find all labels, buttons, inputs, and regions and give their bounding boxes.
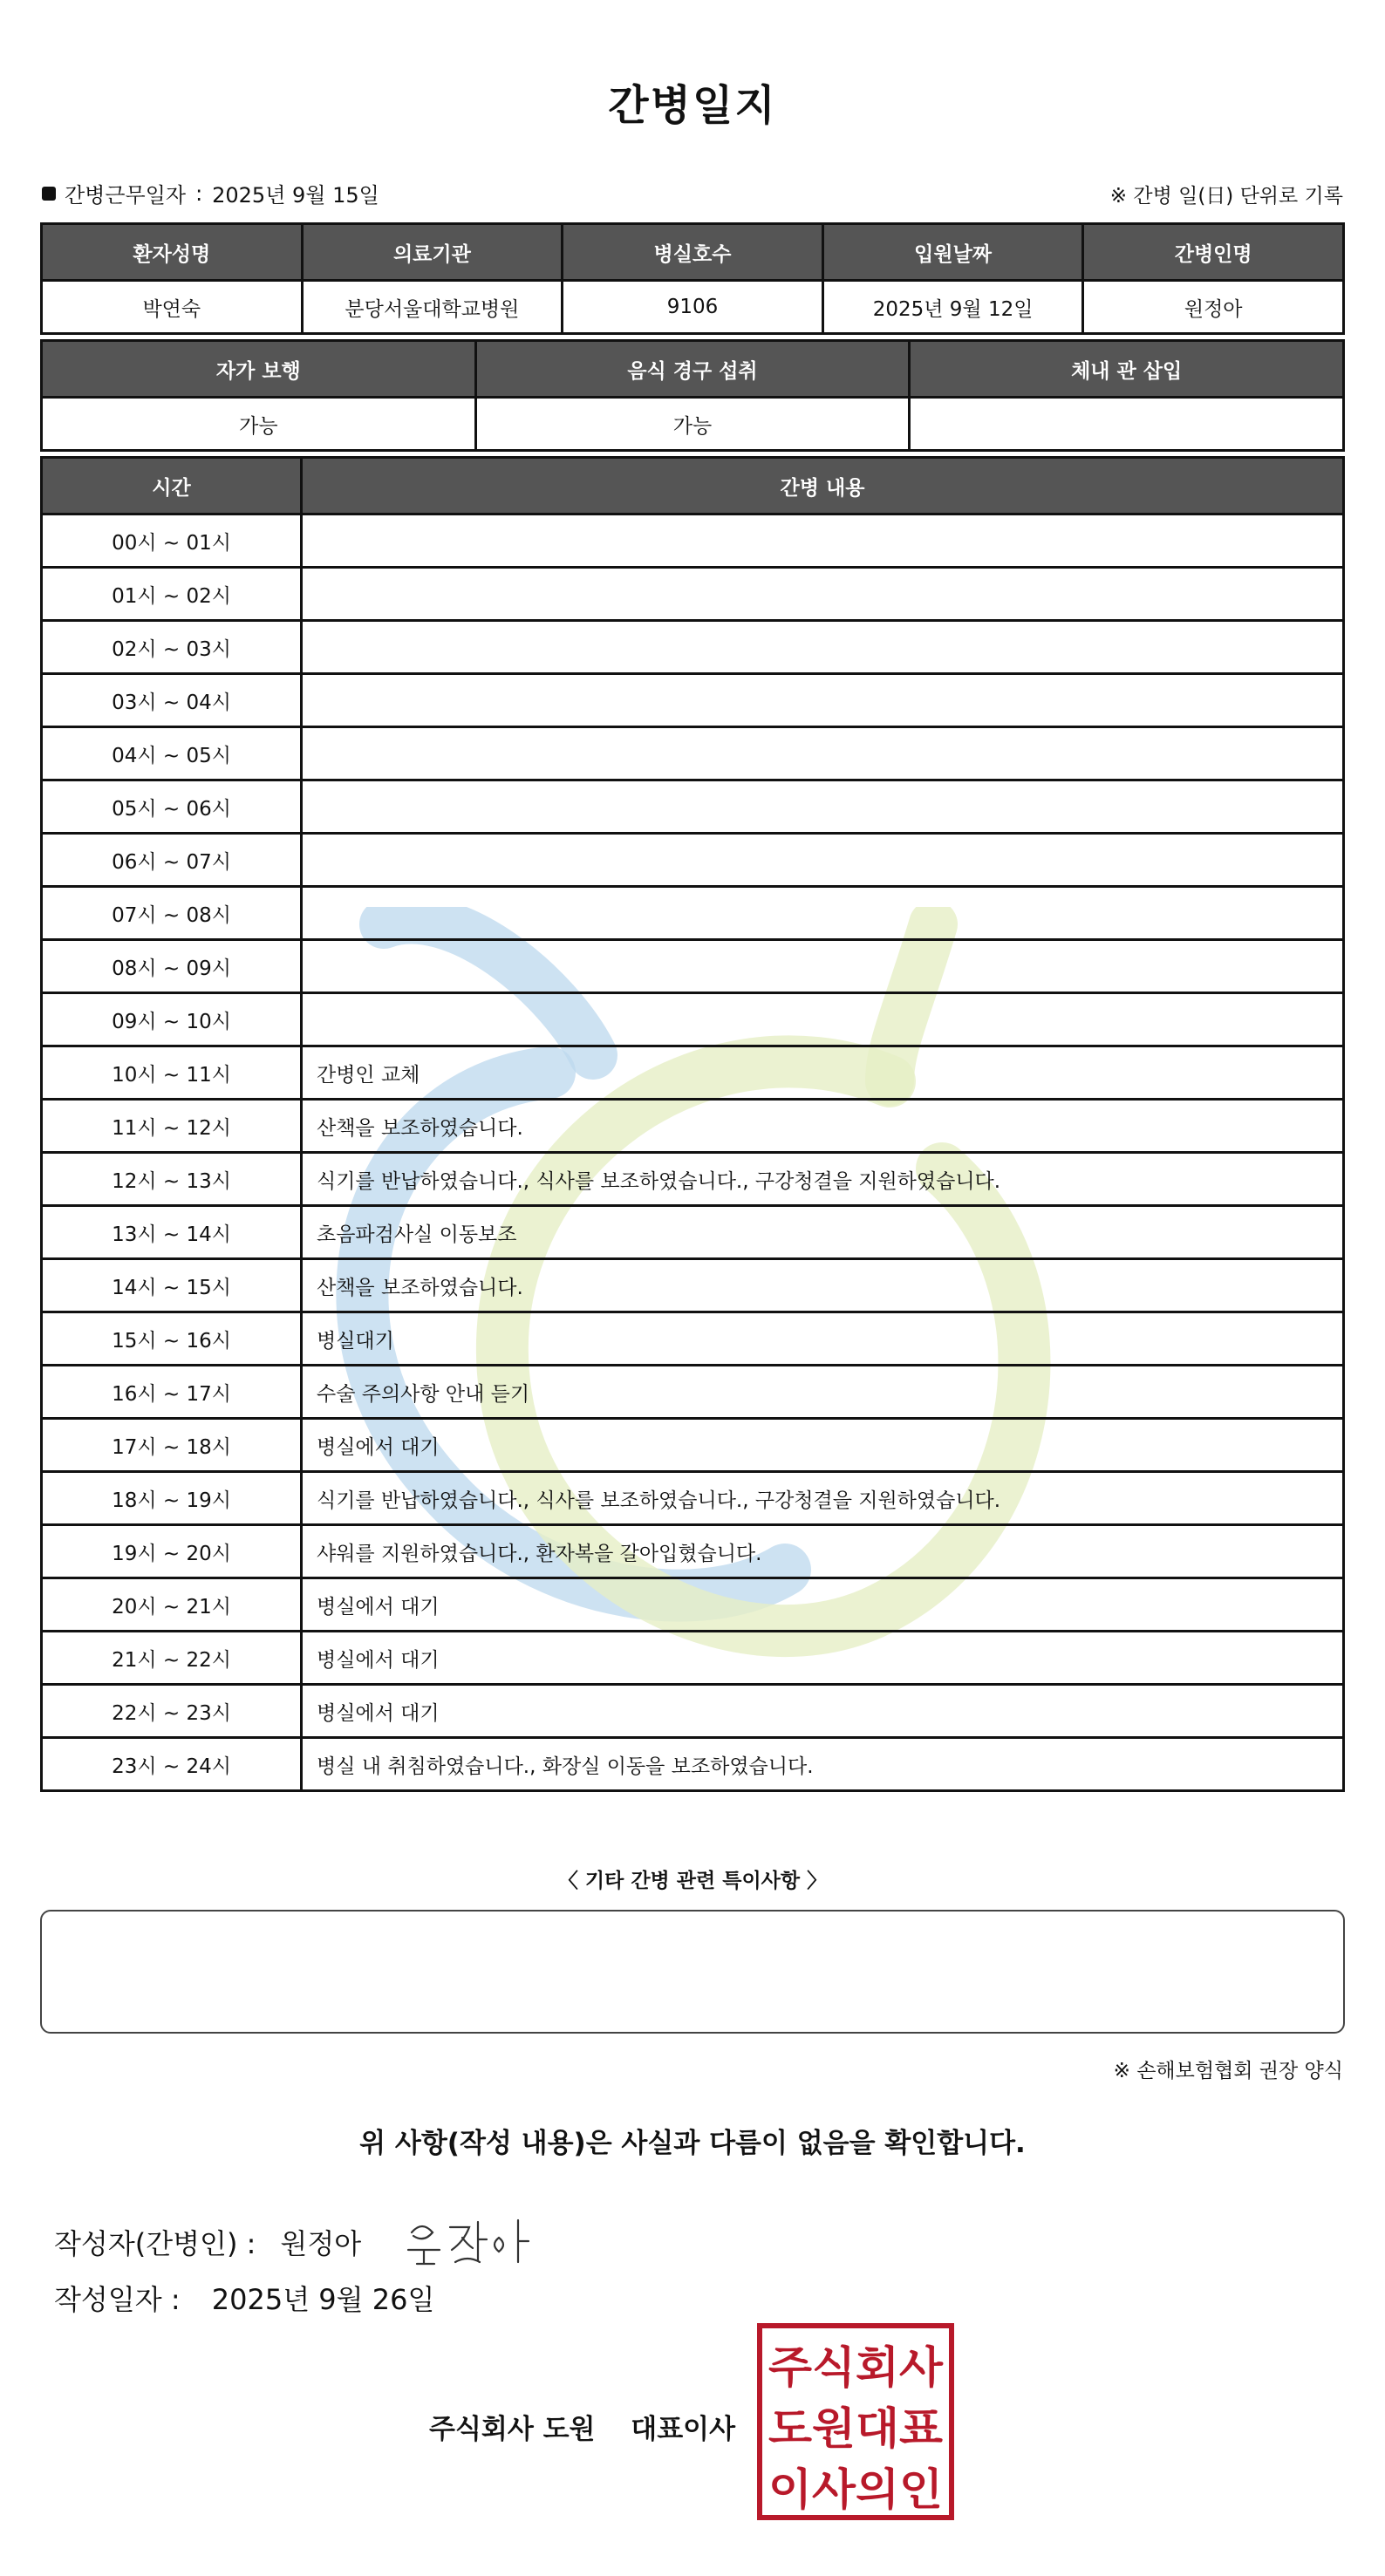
work-date-row bbox=[42, 178, 379, 208]
table-row bbox=[42, 568, 1344, 621]
time-slot: 01시 ~ 02시 bbox=[42, 568, 302, 621]
care-content: 초음파검사실 이동보조 bbox=[302, 1206, 1344, 1259]
care-content bbox=[302, 727, 1344, 780]
table-row bbox=[42, 1100, 1344, 1153]
care-content bbox=[302, 834, 1344, 887]
header-time: 시간 bbox=[42, 458, 302, 515]
table-row bbox=[42, 1632, 1344, 1685]
care-content: 산책을 보조하였습니다. bbox=[302, 1259, 1344, 1312]
patient-name: 박연숙 bbox=[42, 281, 303, 334]
written-date-value: 2025년 9월 26일 bbox=[211, 2283, 435, 2316]
care-content: 간병인 교체 bbox=[302, 1046, 1344, 1100]
header-care-content: 간병 내용 bbox=[302, 458, 1344, 515]
table-row bbox=[42, 940, 1344, 993]
table-row bbox=[42, 1525, 1344, 1578]
time-slot: 11시 ~ 12시 bbox=[42, 1100, 302, 1153]
admission-date: 2025년 9월 12일 bbox=[822, 281, 1083, 334]
time-slot: 21시 ~ 22시 bbox=[42, 1632, 302, 1685]
time-slot: 20시 ~ 21시 bbox=[42, 1578, 302, 1632]
table-row bbox=[42, 834, 1344, 887]
tube-insertion-value bbox=[910, 398, 1344, 451]
time-slot: 00시 ~ 01시 bbox=[42, 515, 302, 568]
confirmation-statement: 위 사항(작성 내용)은 사실과 다름이 없음을 확인합니다. bbox=[359, 2128, 1026, 2159]
care-content bbox=[302, 993, 1344, 1046]
written-date-row bbox=[54, 2278, 434, 2318]
care-content bbox=[302, 515, 1344, 568]
table-row bbox=[42, 1366, 1344, 1419]
company-seal-icon bbox=[757, 2323, 954, 2520]
oral-intake-value: 가능 bbox=[475, 398, 910, 451]
time-slot: 10시 ~ 11시 bbox=[42, 1046, 302, 1100]
table-row bbox=[42, 515, 1344, 568]
table-row bbox=[42, 887, 1344, 940]
time-slot: 03시 ~ 04시 bbox=[42, 674, 302, 727]
care-content bbox=[302, 621, 1344, 674]
svg-text:주식회사: 주식회사 bbox=[768, 2342, 944, 2393]
care-content: 산책을 보조하였습니다. bbox=[302, 1100, 1344, 1153]
header-room-number: 병실호수 bbox=[563, 224, 823, 281]
time-slot: 05시 ~ 06시 bbox=[42, 780, 302, 834]
care-content: 병실에서 대기 bbox=[302, 1685, 1344, 1738]
header-tube-insertion: 체내 관 삽입 bbox=[910, 341, 1344, 398]
patient-value-row bbox=[42, 281, 1344, 334]
time-slot: 08시 ~ 09시 bbox=[42, 940, 302, 993]
status-header-row bbox=[42, 341, 1344, 398]
care-content: 병실에서 대기 bbox=[302, 1419, 1344, 1472]
time-slot: 04시 ~ 05시 bbox=[42, 727, 302, 780]
time-slot: 09시 ~ 10시 bbox=[42, 993, 302, 1046]
room-number: 9106 bbox=[563, 281, 823, 334]
handwritten-signature-icon bbox=[405, 2211, 553, 2273]
insurance-note: ※ 손해보험협회 권장 양식 bbox=[1113, 2060, 1343, 2082]
care-content: 병실대기 bbox=[302, 1312, 1344, 1366]
time-slot: 13시 ~ 14시 bbox=[42, 1206, 302, 1259]
table-row bbox=[42, 1153, 1344, 1206]
time-slot: 15시 ~ 16시 bbox=[42, 1312, 302, 1366]
self-walking-value: 가능 bbox=[42, 398, 476, 451]
company-name: 주식회사 도원 bbox=[429, 2414, 596, 2445]
table-row bbox=[42, 727, 1344, 780]
header-caregiver-name: 간병인명 bbox=[1083, 224, 1344, 281]
square-bullet-icon bbox=[42, 187, 56, 201]
work-date-label: 간병근무일자 bbox=[65, 183, 187, 208]
time-slot: 14시 ~ 15시 bbox=[42, 1259, 302, 1312]
patient-header-row bbox=[42, 224, 1344, 281]
care-log-table bbox=[40, 456, 1345, 1792]
care-content: 병실에서 대기 bbox=[302, 1632, 1344, 1685]
care-content bbox=[302, 568, 1344, 621]
written-date-label: 작성일자 : bbox=[54, 2283, 181, 2316]
patient-info-table bbox=[40, 222, 1345, 335]
time-slot: 06시 ~ 07시 bbox=[42, 834, 302, 887]
work-date-value: 2025년 9월 15일 bbox=[212, 183, 379, 208]
time-slot: 02시 ~ 03시 bbox=[42, 621, 302, 674]
care-content bbox=[302, 940, 1344, 993]
table-row bbox=[42, 674, 1344, 727]
header-self-walking: 자가 보행 bbox=[42, 341, 476, 398]
table-row bbox=[42, 1738, 1344, 1791]
writer-row bbox=[54, 2211, 553, 2273]
care-content bbox=[302, 674, 1344, 727]
table-row bbox=[42, 1312, 1344, 1366]
svg-text:도원대표: 도원대표 bbox=[768, 2403, 944, 2454]
table-row bbox=[42, 1259, 1344, 1312]
header-admission-date: 입원날짜 bbox=[822, 224, 1083, 281]
table-row bbox=[42, 1206, 1344, 1259]
work-date-separator: : bbox=[195, 181, 203, 206]
table-row bbox=[42, 1046, 1344, 1100]
care-content: 식기를 반납하였습니다., 식사를 보조하였습니다., 구강청결을 지원하였습니다. bbox=[302, 1472, 1344, 1525]
company-title: 대표이사 bbox=[631, 2414, 736, 2445]
table-row bbox=[42, 780, 1344, 834]
unit-note: ※ 간병 일(日) 단위로 기록 bbox=[1109, 185, 1343, 208]
care-content: 샤워를 지원하였습니다., 환자복을 갈아입혔습니다. bbox=[302, 1525, 1344, 1578]
header-oral-intake: 음식 경구 섭취 bbox=[475, 341, 910, 398]
writer-name: 원정아 bbox=[280, 2227, 362, 2260]
time-slot: 19시 ~ 20시 bbox=[42, 1525, 302, 1578]
care-content bbox=[302, 780, 1344, 834]
table-row bbox=[42, 1419, 1344, 1472]
notes-box bbox=[40, 1910, 1345, 2034]
page-title: 간병일지 bbox=[608, 81, 777, 130]
table-row bbox=[42, 1578, 1344, 1632]
time-slot: 16시 ~ 17시 bbox=[42, 1366, 302, 1419]
status-value-row bbox=[42, 398, 1344, 451]
svg-text:이사의인: 이사의인 bbox=[768, 2464, 943, 2515]
hospital-name: 분당서울대학교병원 bbox=[302, 281, 563, 334]
care-content: 병실에서 대기 bbox=[302, 1578, 1344, 1632]
time-slot: 22시 ~ 23시 bbox=[42, 1685, 302, 1738]
header-patient-name: 환자성명 bbox=[42, 224, 303, 281]
time-slot: 17시 ~ 18시 bbox=[42, 1419, 302, 1472]
time-slot: 23시 ~ 24시 bbox=[42, 1738, 302, 1791]
care-content bbox=[302, 887, 1344, 940]
care-content: 식기를 반납하였습니다., 식사를 보조하였습니다., 구강청결을 지원하였습니다. bbox=[302, 1153, 1344, 1206]
table-row bbox=[42, 1685, 1344, 1738]
care-content: 수술 주의사항 안내 듣기 bbox=[302, 1366, 1344, 1419]
writer-label: 작성자(간병인) : bbox=[54, 2227, 256, 2260]
time-slot: 12시 ~ 13시 bbox=[42, 1153, 302, 1206]
caregiver-name: 원정아 bbox=[1083, 281, 1344, 334]
log-header-row bbox=[42, 458, 1344, 515]
time-slot: 07시 ~ 08시 bbox=[42, 887, 302, 940]
patient-status-table bbox=[40, 339, 1345, 452]
table-row bbox=[42, 1472, 1344, 1525]
company-signoff bbox=[429, 2407, 735, 2446]
notes-title: 〈 기타 간병 관련 특이사항 〉 bbox=[557, 1870, 828, 1892]
header-hospital: 의료기관 bbox=[302, 224, 563, 281]
table-row bbox=[42, 621, 1344, 674]
care-content: 병실 내 취침하였습니다., 화장실 이동을 보조하였습니다. bbox=[302, 1738, 1344, 1791]
table-row bbox=[42, 993, 1344, 1046]
time-slot: 18시 ~ 19시 bbox=[42, 1472, 302, 1525]
